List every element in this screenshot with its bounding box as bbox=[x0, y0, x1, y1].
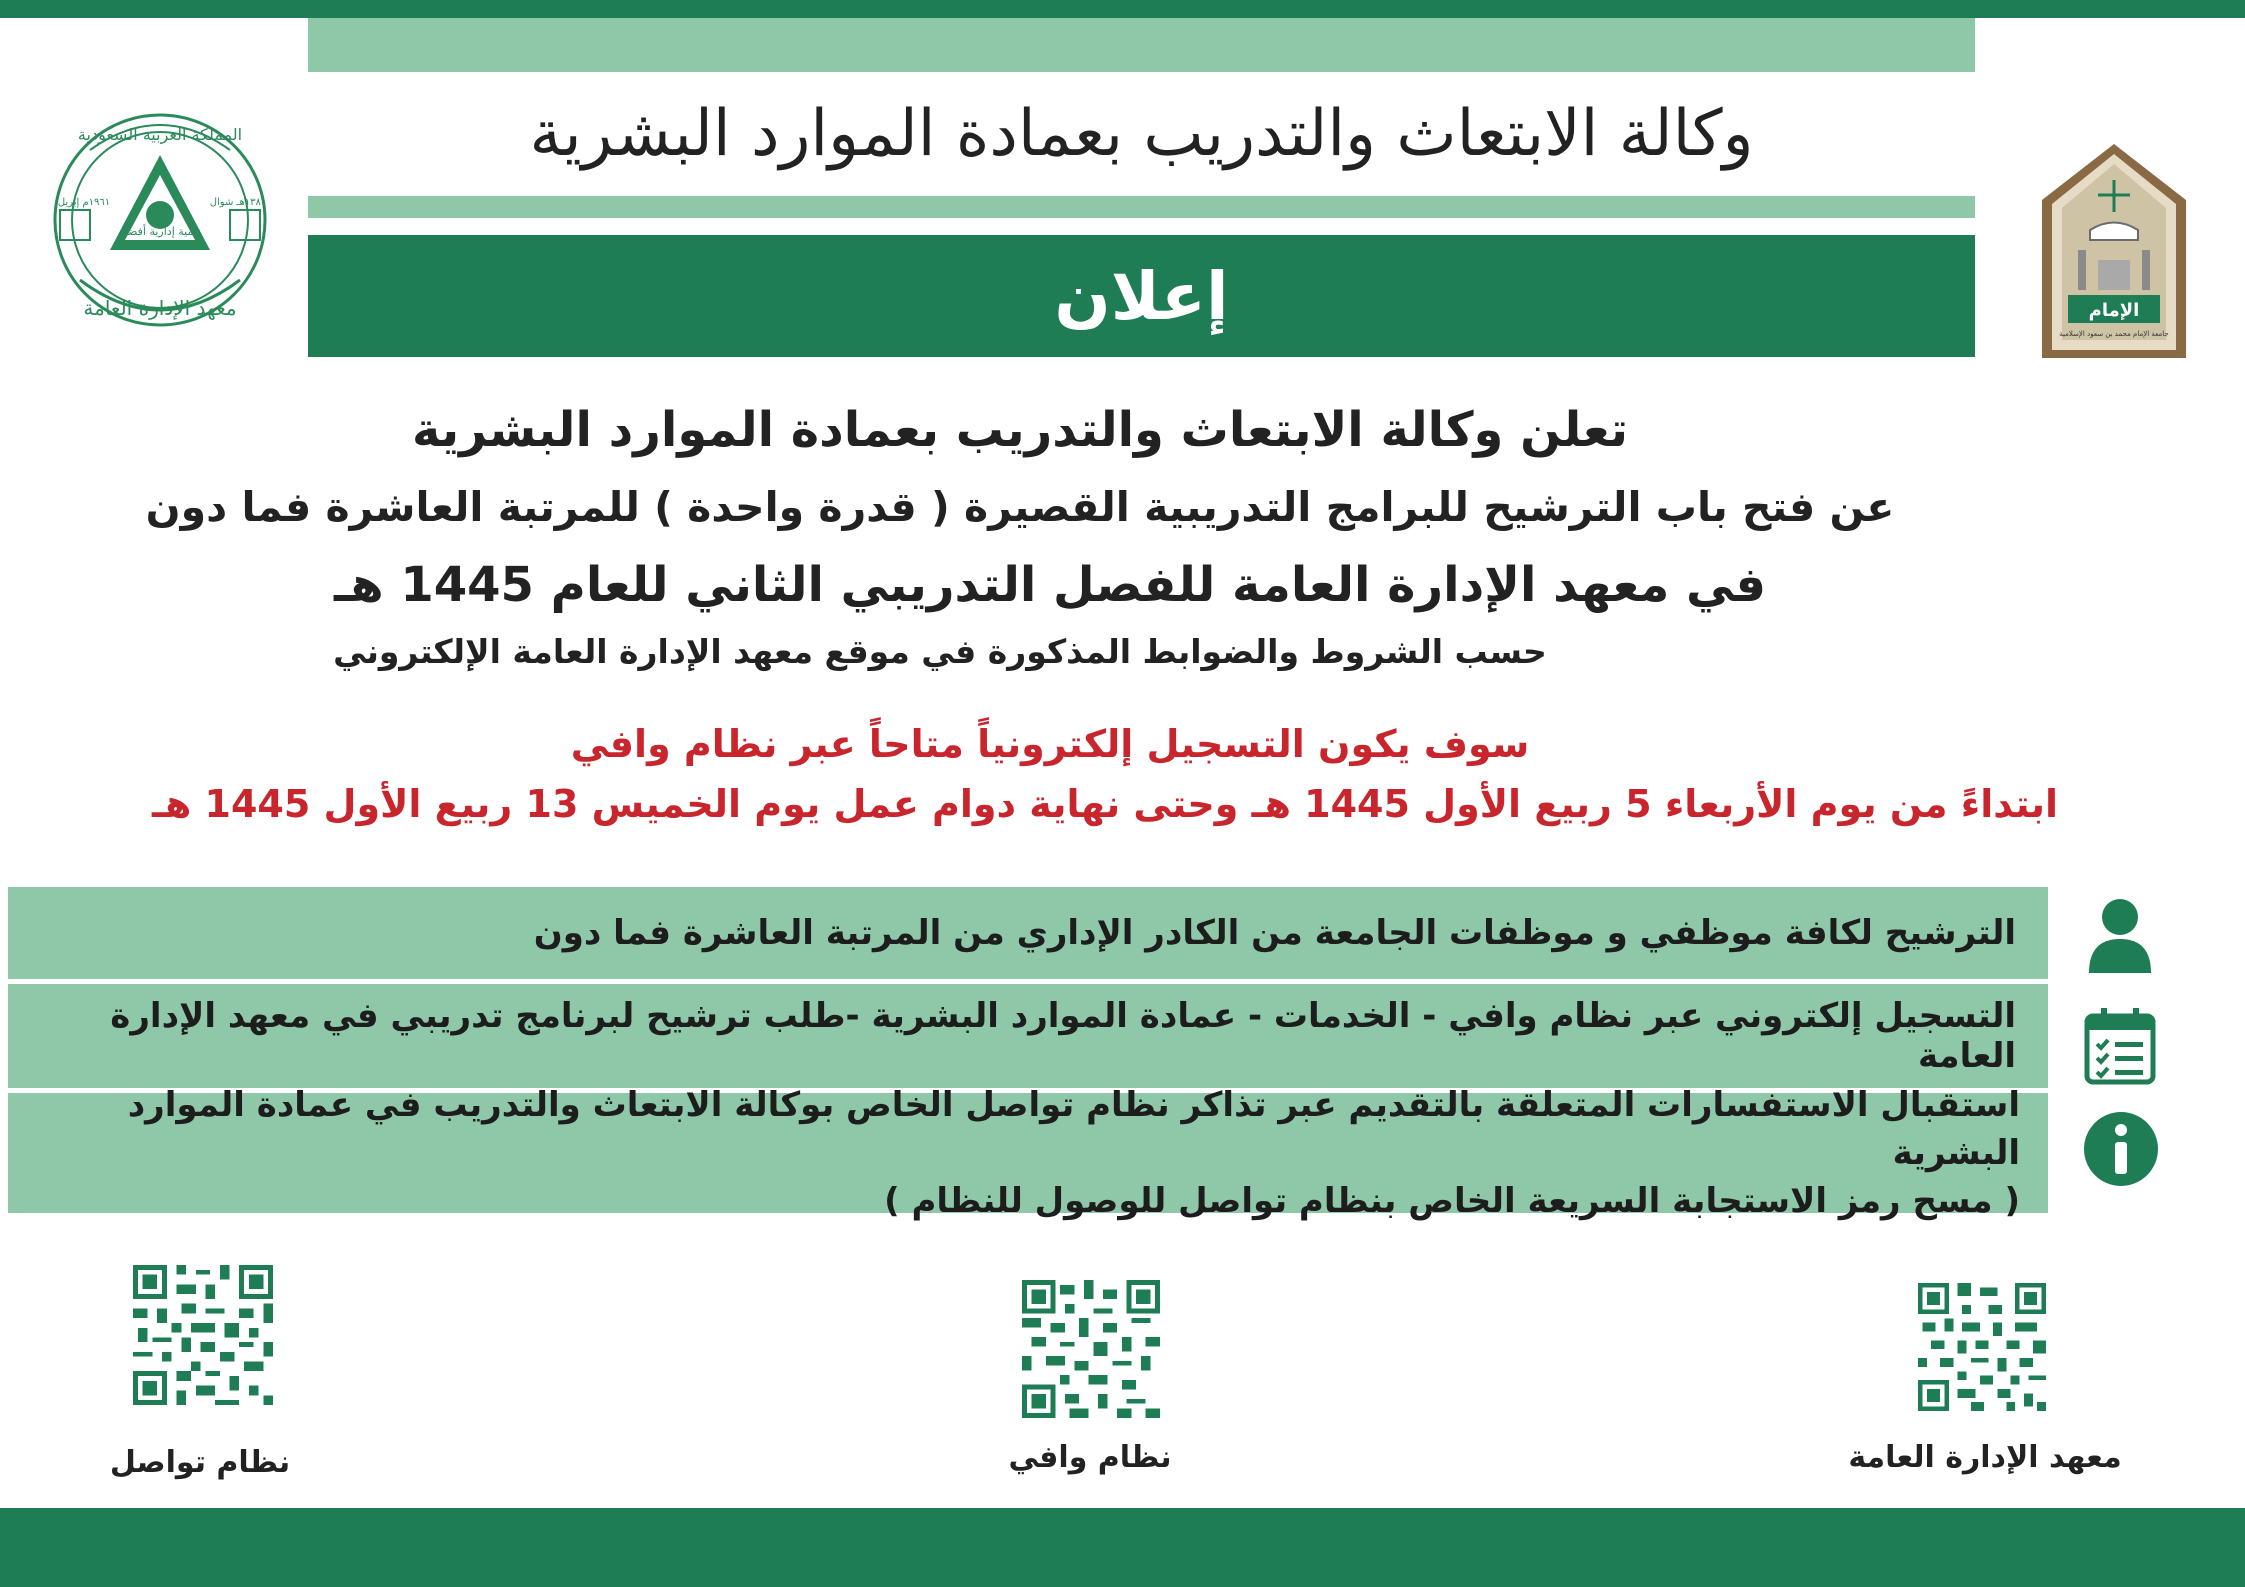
announcement-line-4: حسب الشروط والضوابط المذكورة في موقع معهد الإدارة العامة الإلكتروني bbox=[333, 632, 1547, 671]
info-row-subtext: ( مسح رمز الاستجابة السريعة الخاص بنظام تواصل للوصول للنظام ) bbox=[884, 1181, 2020, 1221]
announcement-line-2: عن فتح باب الترشيح للبرامج التدريبية القصيرة ( قدرة واحدة ) للمرتبة العاشرة فما دون bbox=[145, 483, 1895, 531]
page-title: وكالة الابتعاث والتدريب بعمادة الموارد البشرية bbox=[529, 97, 1754, 171]
info-row-text: الترشيح لكافة موظفي و موظفات الجامعة من الكادر الإداري من المرتبة العاشرة فما دون bbox=[533, 913, 2016, 953]
imam-logo-caption: جامعة الإمام محمد بن سعود الإسلامية bbox=[2059, 330, 2169, 338]
info-icon bbox=[2082, 1110, 2160, 1188]
bottom-bar bbox=[0, 1508, 2245, 1587]
seal-date-left: ١٩٦١م إبريل bbox=[57, 197, 111, 208]
calendar-checklist-icon bbox=[2083, 1006, 2157, 1086]
info-row-text: استقبال الاستفسارات المتعلقة بالتقديم عبر تذاكر نظام تواصل الخاص بوكالة الابتعاث والتدريب في عمادة الموارد البشرية bbox=[127, 1085, 2020, 1173]
imam-logo-text: الإمام bbox=[2088, 300, 2140, 321]
registration-dates-line: ابتداءً من يوم الأربعاء 5 ربيع الأول 1445 هـ وحتى نهاية دوام عمل يوم الخميس 13 ربيع الأول 1445 هـ bbox=[151, 782, 2059, 826]
qr-code-ipa[interactable] bbox=[1918, 1283, 2046, 1411]
imam-university-logo bbox=[2038, 140, 2190, 362]
seal-date-right: ١٣٨٠هـ شوال bbox=[209, 197, 267, 208]
qr-label-tawasul: نظام تواصل bbox=[109, 1445, 291, 1480]
qr-code-tawasul[interactable] bbox=[133, 1265, 273, 1405]
registration-line: سوف يكون التسجيل إلكترونياً متاحاً عبر نظام وافي bbox=[570, 722, 1530, 766]
info-row-text: التسجيل إلكتروني عبر نظام وافي - الخدمات - عمادة الموارد البشرية -طلب ترشيح لبرنامج تدريبي في معهد الإدارة العامة bbox=[110, 996, 2016, 1076]
qr-code-wafi[interactable] bbox=[1022, 1280, 1160, 1418]
qr-label-ipa: معهد الإدارة العامة bbox=[1848, 1440, 2122, 1475]
seal-bottom-text: معهد الإدارة العامة bbox=[83, 296, 237, 320]
user-icon bbox=[2085, 895, 2155, 975]
announcement-banner: إعلان bbox=[308, 235, 1975, 357]
info-row-registration bbox=[8, 984, 2048, 1088]
title-band-bottom bbox=[308, 196, 1975, 218]
seal-center-text: تنمية إدارية أفضل bbox=[119, 225, 201, 238]
ipa-seal-logo bbox=[40, 100, 280, 350]
qr-label-wafi: نظام وافي bbox=[1008, 1440, 1172, 1475]
top-bar bbox=[0, 0, 2245, 18]
info-row-inquiries bbox=[8, 1085, 2048, 1221]
info-row-eligibility bbox=[8, 887, 2048, 979]
announcement-line-3: في معهد الإدارة العامة للفصل التدريبي الثاني للعام 1445 هـ bbox=[333, 557, 1767, 613]
seal-top-text: المملكة العربية السعودية bbox=[77, 125, 243, 144]
title-band-top bbox=[308, 18, 1975, 72]
announcement-line-1: تعلن وكالة الابتعاث والتدريب بعمادة الموارد البشرية bbox=[411, 402, 1628, 458]
